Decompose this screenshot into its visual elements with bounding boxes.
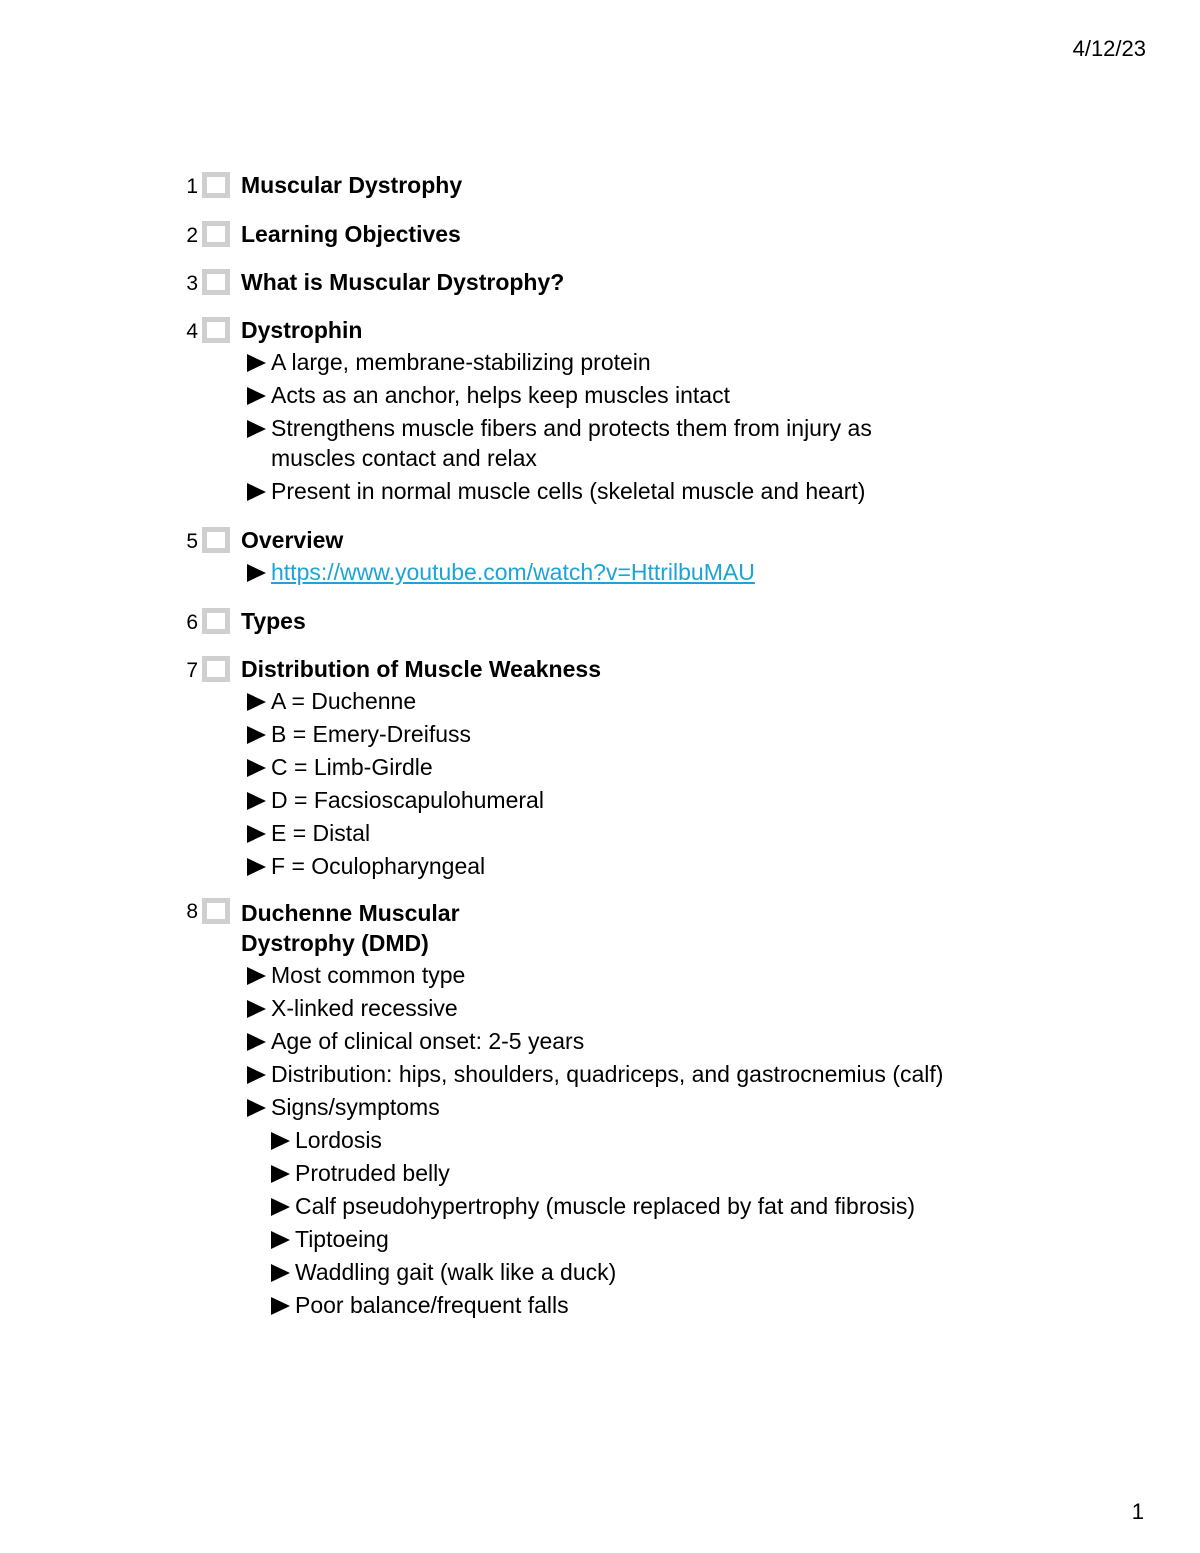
slide-5 xyxy=(176,523,755,590)
slide-thumbnail[interactable] xyxy=(202,608,230,634)
triangle-bullet-icon xyxy=(247,483,266,501)
triangle-bullet-icon xyxy=(247,726,266,744)
triangle-bullet-icon xyxy=(247,693,266,711)
triangle-bullet-icon xyxy=(271,1231,290,1249)
bullet-list xyxy=(176,960,943,1320)
bullet-item: Acts as an anchor, helps keep muscles intact xyxy=(247,380,961,410)
triangle-bullet-icon xyxy=(271,1264,290,1282)
slide-number: 5 xyxy=(186,530,198,553)
sub-bullet-item: Calf pseudohypertrophy (muscle replaced by fat and fibrosis) xyxy=(271,1191,943,1221)
slide-number: 2 xyxy=(186,224,198,247)
triangle-bullet-icon xyxy=(247,1099,266,1117)
triangle-bullet-icon xyxy=(247,1066,266,1084)
bullet-item: A large, membrane-stabilizing protein xyxy=(247,347,961,377)
bullet-item: Present in normal muscle cells (skeletal muscle and heart) xyxy=(247,476,961,506)
page-number: 1 xyxy=(1131,1499,1144,1524)
slide-4 xyxy=(176,313,961,509)
page-date: 4/12/23 xyxy=(1072,36,1146,61)
bullet-item: Distribution: hips, shoulders, quadriceps, and gastrocnemius (calf) xyxy=(247,1059,943,1089)
triangle-bullet-icon xyxy=(271,1198,290,1216)
triangle-bullet-icon xyxy=(271,1132,290,1150)
triangle-bullet-icon xyxy=(247,967,266,985)
sub-bullet-item: Lordosis xyxy=(271,1125,943,1155)
sub-bullet-item: Tiptoeing xyxy=(271,1224,943,1254)
triangle-bullet-icon xyxy=(247,858,266,876)
bullet-item: A = Duchenne xyxy=(247,686,601,716)
sub-bullet-item: Protruded belly xyxy=(271,1158,943,1188)
slide-title: Types xyxy=(241,608,306,634)
slide-8 xyxy=(176,898,943,1323)
slide-number: 8 xyxy=(186,900,198,923)
sub-bullet-item: Waddling gait (walk like a duck) xyxy=(271,1257,943,1287)
slide-2 xyxy=(176,217,461,251)
slide-thumbnail[interactable] xyxy=(202,269,230,295)
triangle-bullet-icon xyxy=(247,825,266,843)
triangle-bullet-icon xyxy=(247,420,266,438)
sub-bullet-item: Poor balance/frequent falls xyxy=(271,1290,943,1320)
bullet-item: Age of clinical onset: 2-5 years xyxy=(247,1026,943,1056)
slide-3 xyxy=(176,265,564,299)
bullet-item: B = Emery-Dreifuss xyxy=(247,719,601,749)
bullet-item: Signs/symptoms xyxy=(247,1092,943,1122)
bullet-list xyxy=(176,686,601,881)
slide-thumbnail[interactable] xyxy=(202,172,230,198)
bullet-list xyxy=(176,347,961,506)
bullet-item: Most common type xyxy=(247,960,943,990)
bullet-item: E = Distal xyxy=(247,818,601,848)
youtube-link[interactable]: https://www.youtube.com/watch?v=HttrilbuMAU xyxy=(271,559,755,585)
slide-number: 6 xyxy=(186,611,198,634)
slide-title-line: Duchenne Muscular xyxy=(241,900,460,926)
slide-title: Muscular Dystrophy xyxy=(241,172,463,198)
slide-thumbnail[interactable] xyxy=(202,527,230,553)
triangle-bullet-icon xyxy=(247,792,266,810)
slide-6 xyxy=(176,604,306,638)
slide-thumbnail[interactable] xyxy=(202,317,230,343)
bullet-item: C = Limb-Girdle xyxy=(247,752,601,782)
triangle-bullet-icon xyxy=(247,1000,266,1018)
slide-title: What is Muscular Dystrophy? xyxy=(241,269,565,295)
bullet-item: F = Oculopharyngeal xyxy=(247,851,601,881)
slide-1 xyxy=(176,168,462,202)
slide-7 xyxy=(176,652,601,884)
slide-title: Learning Objectives xyxy=(241,221,461,247)
triangle-bullet-icon xyxy=(247,564,266,582)
slide-number: 7 xyxy=(186,659,198,682)
slide-number: 4 xyxy=(186,320,198,343)
slide-title-line: Dystrophy (DMD) xyxy=(241,930,429,956)
triangle-bullet-icon xyxy=(247,1033,266,1051)
slide-number: 3 xyxy=(186,272,198,295)
slide-thumbnail[interactable] xyxy=(202,221,230,247)
slide-thumbnail[interactable] xyxy=(202,656,230,682)
bullet-list xyxy=(176,557,755,587)
triangle-bullet-icon xyxy=(247,354,266,372)
slide-number: 1 xyxy=(186,175,198,198)
bullet-item xyxy=(247,557,755,587)
slide-title: Overview xyxy=(241,527,344,553)
triangle-bullet-icon xyxy=(271,1297,290,1315)
slide-title xyxy=(241,898,460,958)
slide-thumbnail[interactable] xyxy=(202,898,230,924)
bullet-item: X-linked recessive xyxy=(247,993,943,1023)
bullet-item: Strengthens muscle fibers and protects them from injury as muscles contact and relax xyxy=(247,413,961,473)
triangle-bullet-icon xyxy=(271,1165,290,1183)
slide-title: Distribution of Muscle Weakness xyxy=(241,656,601,682)
triangle-bullet-icon xyxy=(247,387,266,405)
bullet-item: D = Facsioscapulohumeral xyxy=(247,785,601,815)
triangle-bullet-icon xyxy=(247,759,266,777)
slide-title: Dystrophin xyxy=(241,317,363,343)
